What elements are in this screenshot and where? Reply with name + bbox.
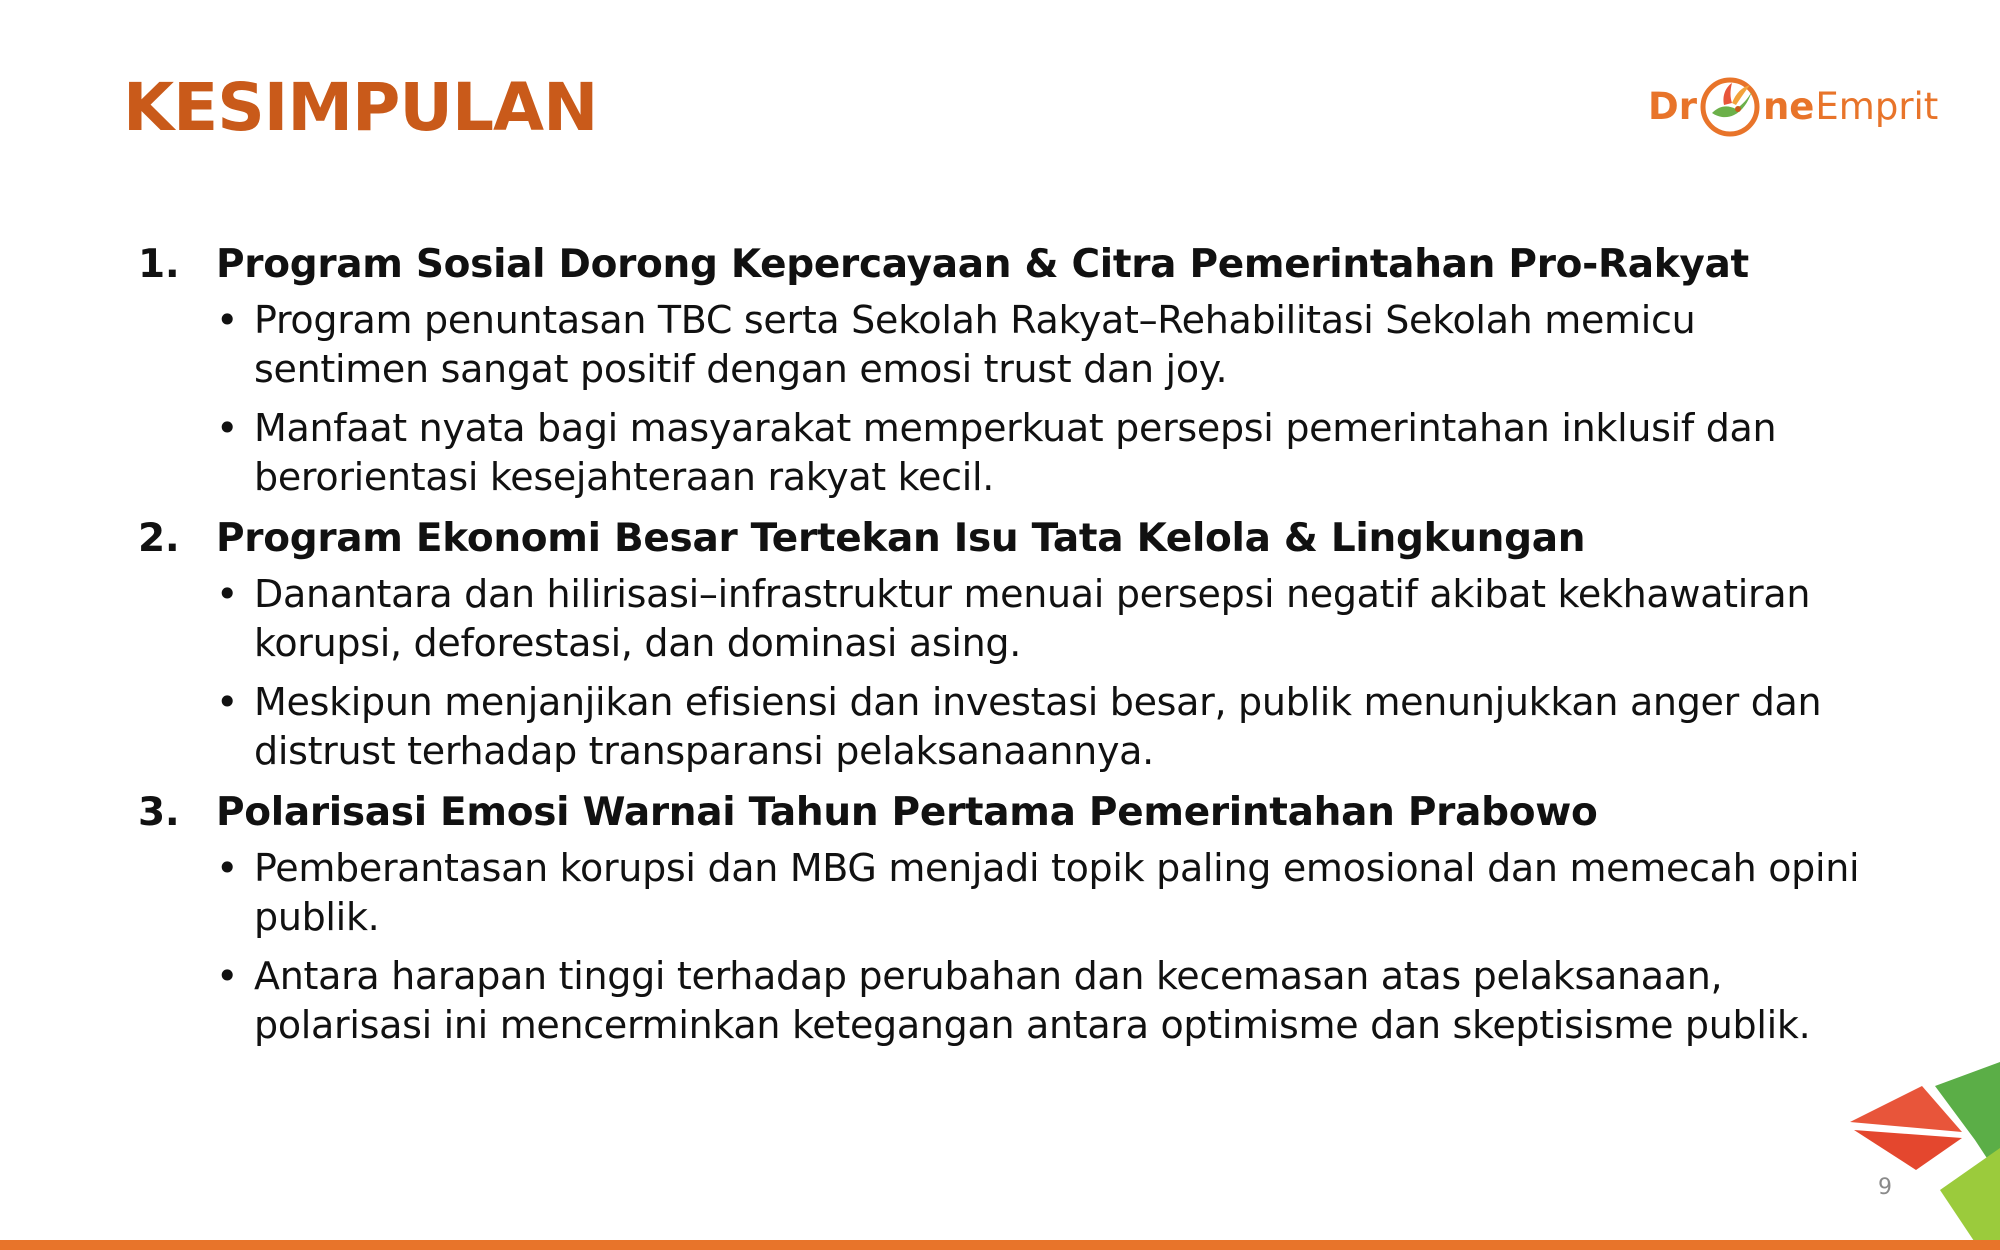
section-heading-text: Program Ekonomi Besar Tertekan Isu Tata Kelola & Lingkungan [216, 516, 1586, 561]
logo-text-ne: ne [1762, 85, 1815, 128]
bottom-accent-bar [0, 1240, 2000, 1250]
bullet-item: • Manfaat nyata bagi masyarakat memperkuat persepsi pemerintahan inklusif dan berorientasi kesejahteraan rakyat kecil. [216, 404, 1878, 502]
bullet-item: • Antara harapan tinggi terhadap perubahan dan kecemasan atas pelaksanaan, polarisasi ini mencerminkan ketegangan antara optimisme dan skeptisisme publik. [216, 952, 1878, 1050]
bullet-item: • Meskipun menjanjikan efisiensi dan investasi besar, publik menunjukkan anger dan distrust terhadap transparansi pelaksanaannya. [216, 678, 1878, 776]
logo-text-dr: Dr [1648, 85, 1697, 128]
corner-decoration-shape [1840, 1040, 2000, 1250]
logo-text-emprit: Emprit [1815, 85, 1939, 128]
section-number: 1. [138, 242, 180, 287]
drone-bird-icon [1698, 75, 1762, 139]
conclusion-section-2 [138, 512, 1878, 776]
section-heading-text: Polarisasi Emosi Warnai Tahun Pertama Pemerintahan Prabowo [216, 790, 1598, 835]
conclusion-section-3 [138, 786, 1878, 1050]
bullet-list [138, 296, 1878, 502]
section-number: 3. [138, 790, 180, 835]
section-heading [138, 238, 1878, 292]
page-number: 9 [1878, 1175, 1892, 1200]
bullet-item: • Pemberantasan korupsi dan MBG menjadi topik paling emosional dan memecah opini publik. [216, 844, 1878, 942]
conclusion-list [138, 238, 1878, 1060]
section-heading [138, 786, 1878, 840]
drone-emprit-logo [1648, 72, 1938, 142]
conclusion-section-1 [138, 238, 1878, 502]
bullet-list [138, 844, 1878, 1050]
bullet-item: • Program penuntasan TBC serta Sekolah Rakyat–Rehabilitasi Sekolah memicu sentimen sangat positif dengan emosi trust dan joy. [216, 296, 1878, 394]
section-heading-text: Program Sosial Dorong Kepercayaan & Citra Pemerintahan Pro-Rakyat [216, 242, 1749, 287]
slide-title: KESIMPULAN [123, 69, 598, 146]
section-heading [138, 512, 1878, 566]
section-number: 2. [138, 516, 180, 561]
bullet-list [138, 570, 1878, 776]
bullet-item: • Danantara dan hilirisasi–infrastruktur menuai persepsi negatif akibat kekhawatiran korupsi, deforestasi, dan dominasi asing. [216, 570, 1878, 668]
